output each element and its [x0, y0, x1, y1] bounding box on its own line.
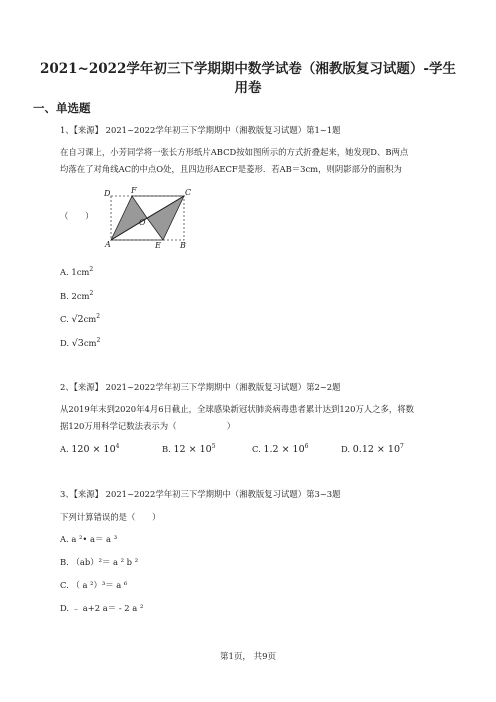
- question-1-option-b[interactable]: B. $2cm^2$: [60, 290, 94, 301]
- title-line-1: 2021~2022学年初三下学期期中数学试卷（湘教版复习试题）-学生: [39, 61, 457, 77]
- document-title: [0, 60, 496, 98]
- shaded-triangle-right: [147, 196, 184, 240]
- question-2-stem-line-2: 据120万用科学记数法表示为（ ）: [60, 421, 236, 431]
- question-2-option-d[interactable]: D. $0.12 \times 10^7$: [341, 443, 404, 455]
- question-1-option-c[interactable]: C. $√2cm^2$: [60, 313, 101, 325]
- label-f: F: [131, 186, 137, 195]
- page-footer: 第1页， 共9页: [219, 652, 277, 662]
- question-3-header: 3、【来源】 2021~2022学年初三下学期期中（湘教版复习试题）第3~3题: [60, 489, 341, 499]
- label-c: C: [185, 188, 192, 197]
- question-3-stem-line-1: 下列计算错误的是（ ）: [60, 512, 161, 522]
- question-1-option-d[interactable]: D. $√3cm^2$: [60, 337, 101, 349]
- title-line-2: 用卷: [234, 80, 262, 96]
- label-b: B: [180, 241, 186, 250]
- question-2-header: 2、【来源】 2021~2022学年初三下学期期中（湘教版复习试题）第2~2题: [60, 382, 341, 392]
- question-1-paren: （ ）: [60, 211, 94, 221]
- question-1-header: 1、【来源】 2021~2022学年初三下学期期中（湘教版复习试题）第1~1题: [60, 125, 341, 135]
- question-2-option-a[interactable]: A. $120 \times 10^4$: [60, 443, 120, 455]
- label-a: A: [105, 240, 111, 249]
- question-2-option-b[interactable]: B. $12 \times 10^5$: [162, 443, 216, 455]
- label-e: E: [155, 241, 161, 250]
- question-2-option-c[interactable]: C. $1.2 \times 10^6$: [252, 443, 309, 455]
- question-1-stem-line-2: 均落在了对角线AC的中点O处，且四边形AECF是菱形．若AB＝3cm，则阴影部分的面积为: [60, 164, 402, 174]
- label-o: O: [139, 218, 146, 227]
- question-3-option-a[interactable]: A. a ²• a＝ a ³: [60, 534, 118, 544]
- question-3-option-b[interactable]: B. （ab）²＝ a ² b ²: [60, 557, 139, 567]
- question-2-stem-line-1: 从2019年末到2020年4月6日截止，全球感染新冠状肺炎病毒患者累计达到120万人之多，将数: [60, 404, 415, 414]
- folding-rectangle-figure: [96, 184, 196, 250]
- question-3-option-d[interactable]: D. ﹣ a+2 a＝ - 2 a ²: [60, 603, 144, 613]
- question-1-option-a[interactable]: A. $1cm^2$: [60, 266, 94, 277]
- question-3-option-c[interactable]: C. （ a ²）³＝ a ⁶: [60, 580, 128, 590]
- label-d: D: [104, 189, 111, 198]
- section-heading: 一、单选题: [33, 101, 91, 115]
- question-1-stem-line-1: 在自习课上，小芳同学将一张长方形纸片ABCD按如图所示的方式折叠起来，她发现D、B两点: [60, 147, 409, 157]
